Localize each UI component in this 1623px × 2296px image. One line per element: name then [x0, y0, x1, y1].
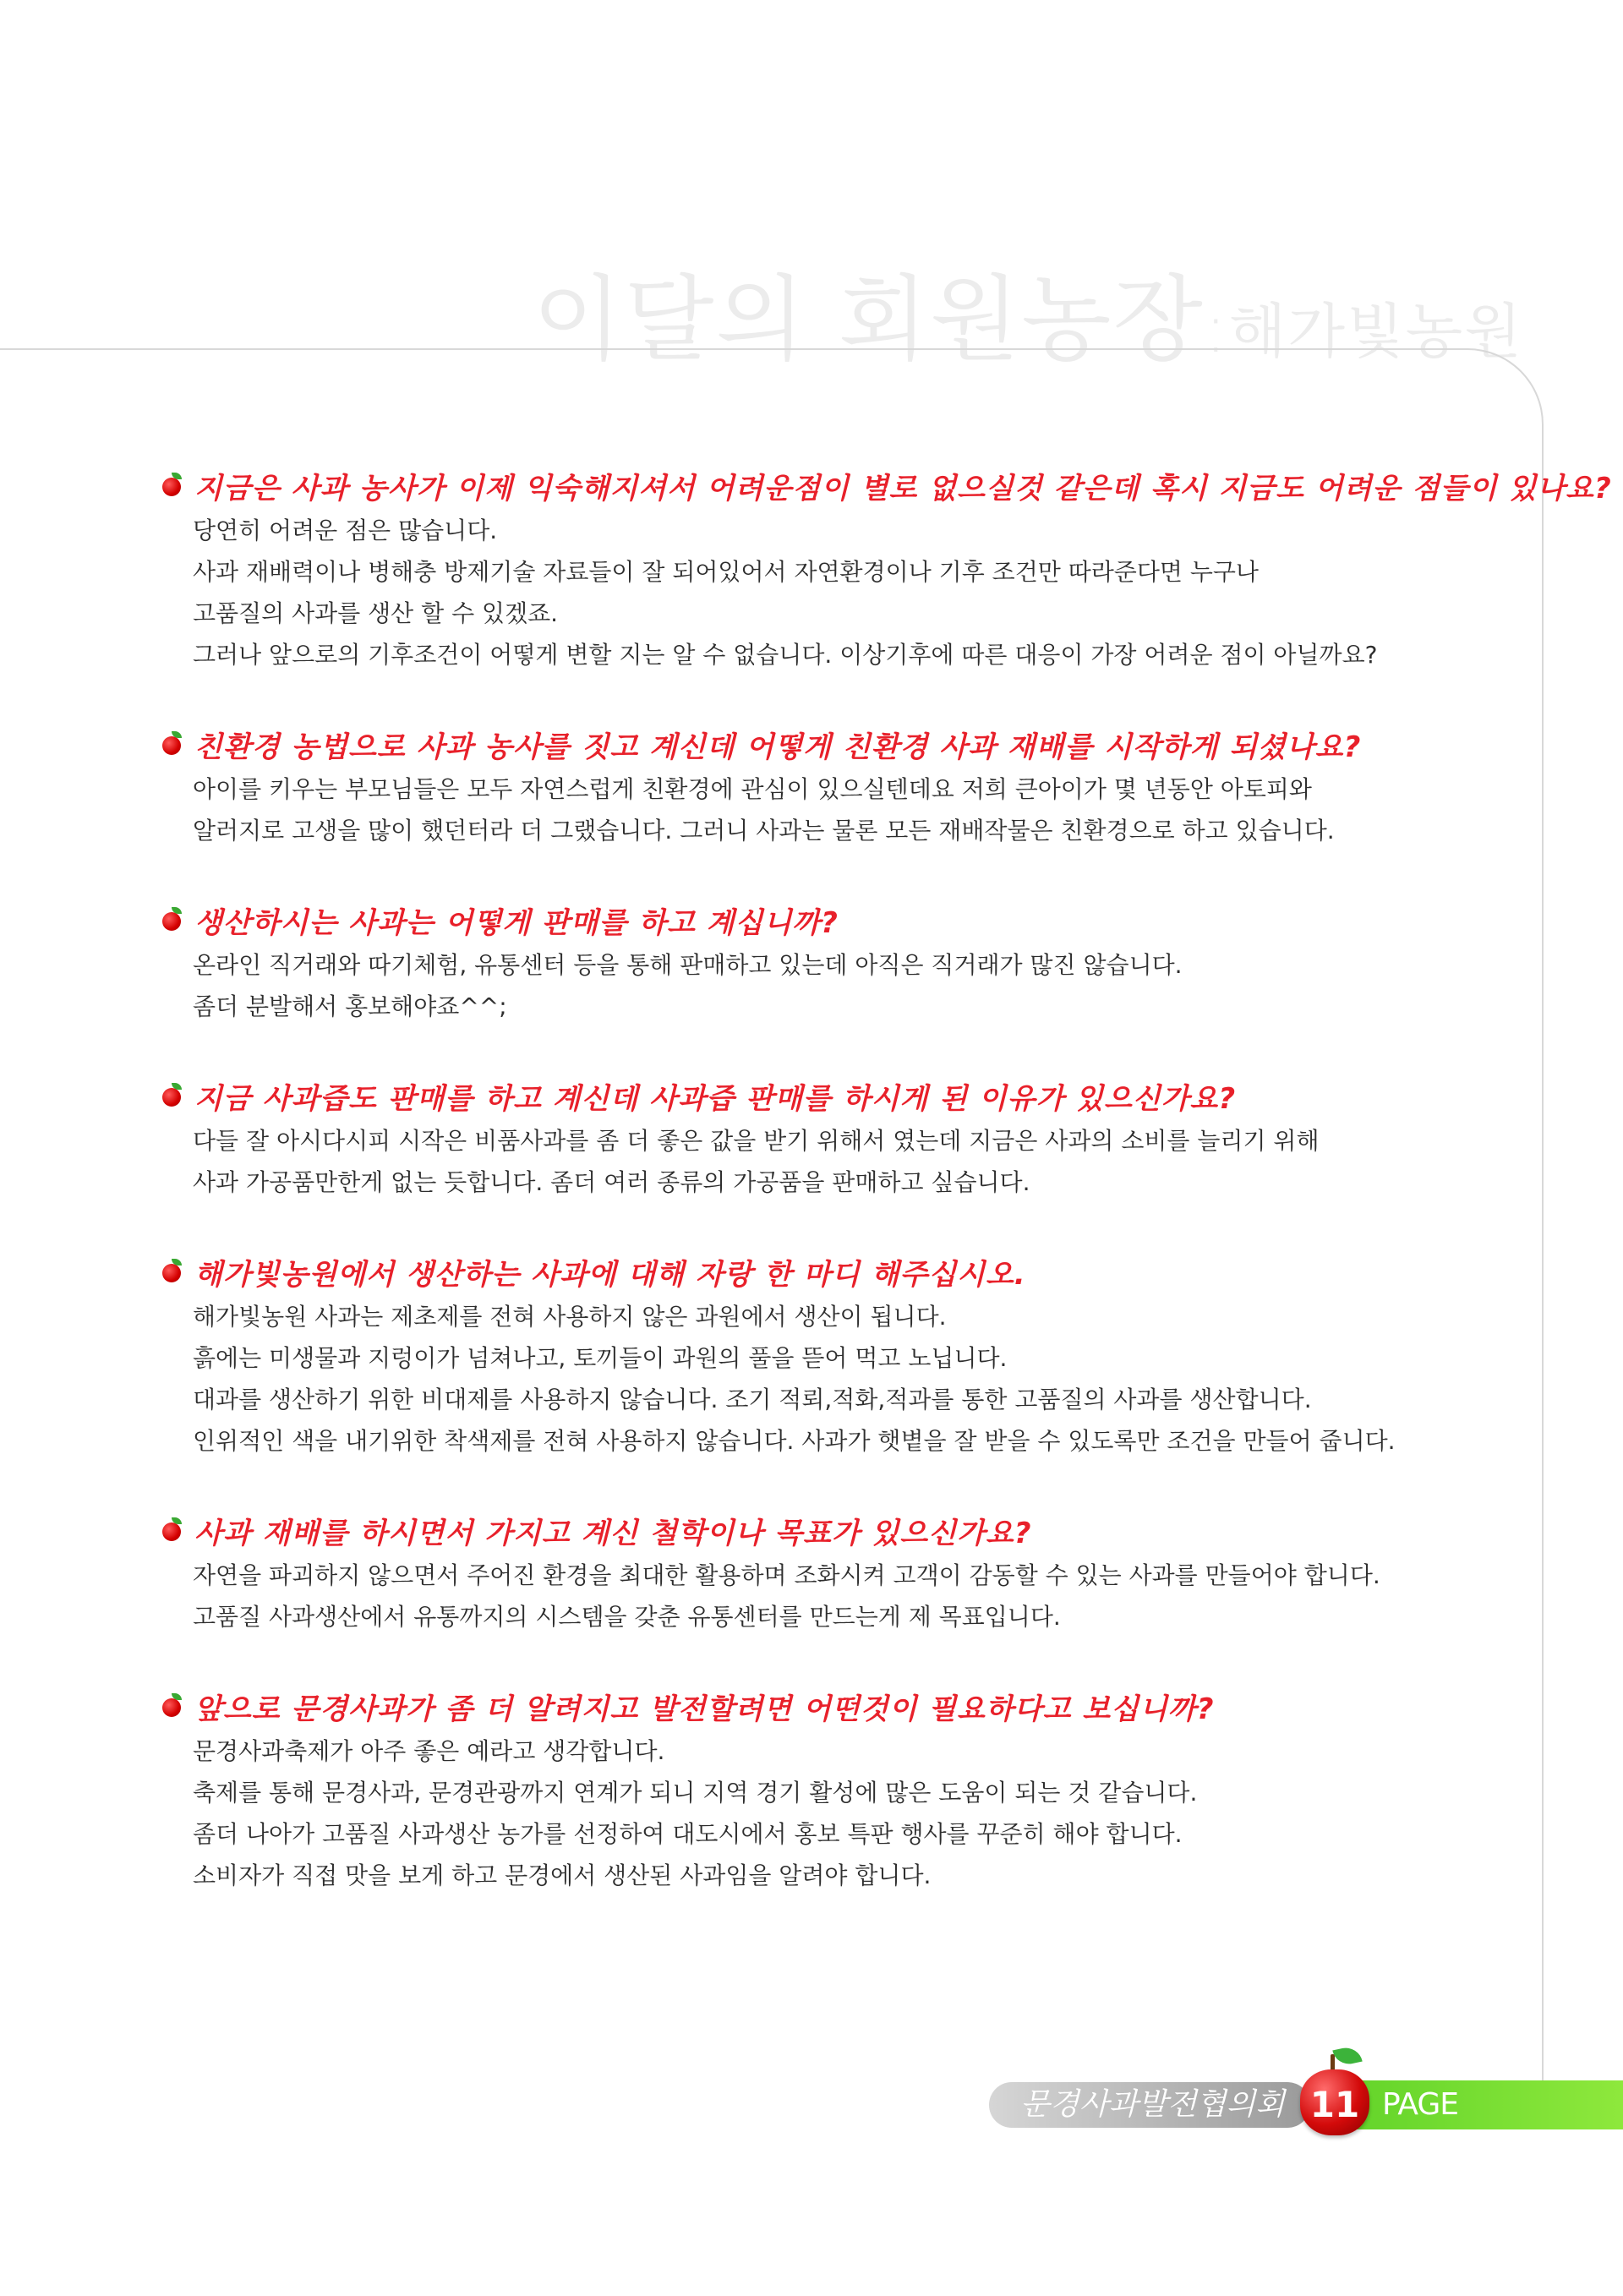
- question-text: 지금은 사과 농사가 이제 익숙해지셔서 어려운점이 별로 없으실것 같은데 혹시 지금도 어려운 점들이 있나요?: [194, 471, 1612, 506]
- answer: [161, 1555, 1513, 1637]
- answer: [161, 768, 1513, 851]
- interview-content: [161, 461, 1612, 1940]
- question: [161, 1681, 1513, 1730]
- answer-line: 고품질의 사과를 생산 할 수 있겠죠.: [193, 599, 559, 627]
- question: [161, 461, 1612, 510]
- apple-bullet-icon: [161, 1083, 186, 1108]
- apple-bullet-icon: [161, 907, 186, 932]
- answer-line: 다들 잘 아시다시피 시작은 비품사과를 좀 더 좋은 값을 받기 위해서 였는데 지금은 사과의 소비를 늘리기 위해: [193, 1127, 1320, 1155]
- apple-bullet-icon: [161, 1259, 186, 1284]
- question: [161, 719, 1513, 768]
- qa-item-6: [161, 1506, 1513, 1637]
- answer-line: 대과를 생산하기 위한 비대제를 사용하지 않습니다. 조기 적뢰,적화,적과를 통한 고품질의 사과를 생산합니다.: [193, 1386, 1312, 1413]
- answer-line: 그러나 앞으로의 기후조건이 어떻게 변할 지는 알 수 없습니다. 이상기후에 따른 대응이 가장 어려운 점이 아닐까요?: [193, 641, 1378, 669]
- answer-line: 알러지로 고생을 많이 했던터라 더 그랬습니다. 그러니 사과는 물론 모든 재배작물은 친환경으로 하고 있습니다.: [193, 817, 1335, 845]
- qa-item-4: [161, 1071, 1513, 1203]
- question: [161, 1071, 1513, 1120]
- question: [161, 895, 1513, 944]
- question-text: 앞으로 문경사과가 좀 더 알려지고 발전할려면 어떤것이 필요하다고 보십니까?: [194, 1692, 1215, 1726]
- page-number: 11: [1309, 2084, 1360, 2125]
- answer: [161, 510, 1513, 675]
- page-title-farm-name: 해가빛농원: [1228, 297, 1523, 366]
- answer-line: 소비자가 직접 맛을 보게 하고 문경에서 생산된 사과임을 알려야 합니다.: [193, 1861, 932, 1889]
- answer-line: 당연히 어려운 점은 많습니다.: [193, 517, 498, 544]
- answer-line: 좀더 분발해서 홍보해야죠^^;: [193, 992, 507, 1020]
- apple-bullet-icon: [161, 1693, 186, 1719]
- answer-line: 해가빛농원 사과는 제초제를 전혀 사용하지 않은 과원에서 생산이 됩니다.: [193, 1303, 947, 1331]
- footer-org-name: 문경사과발전협의회: [1020, 2087, 1285, 2122]
- answer-line: 흙에는 미생물과 지렁이가 넘쳐나고, 토끼들이 과원의 풀을 뜯어 먹고 노닙니다.: [193, 1344, 1008, 1372]
- qa-item-1: [161, 461, 1612, 675]
- answer: [161, 944, 1513, 1027]
- qa-item-5: [161, 1247, 1513, 1462]
- question-text: 생산하시는 사과는 어떻게 판매를 하고 계십니까?: [194, 905, 839, 940]
- qa-item-7: [161, 1681, 1513, 1896]
- answer-line: 온라인 직거래와 따기체험, 유통센터 등을 통해 판매하고 있는데 아직은 직거래가 많진 않습니다.: [193, 951, 1183, 979]
- answer-line: 고품질 사과생산에서 유통까지의 시스템을 갖춘 유통센터를 만드는게 제 목표입니다.: [193, 1603, 1061, 1631]
- answer-line: 인위적인 색을 내기위한 착색제를 전혀 사용하지 않습니다. 사과가 햇볕을 잘 받을 수 있도록만 조건을 만들어 줍니다.: [193, 1427, 1396, 1455]
- question-text: 해가빛농원에서 생산하는 사과에 대해 자랑 한 마디 해주십시오.: [194, 1257, 1026, 1292]
- answer-line: 사과 가공품만한게 없는 듯합니다. 좀더 여러 종류의 가공품을 판매하고 싶습니다.: [193, 1168, 1030, 1196]
- answer-line: 아이를 키우는 부모님들은 모두 자연스럽게 친환경에 관심이 있으실텐데요 저희 큰아이가 몇 년동안 아토피와: [193, 775, 1312, 803]
- question-text: 친환경 농법으로 사과 농사를 짓고 계신데 어떻게 친환경 사과 재배를 시작하게 되셨나요?: [194, 730, 1362, 764]
- apple-bullet-icon: [161, 731, 186, 757]
- question-text: 사과 재배를 하시면서 가지고 계신 철학이나 목표가 있으신가요?: [194, 1516, 1032, 1550]
- question: [161, 1506, 1513, 1555]
- question: [161, 1247, 1513, 1296]
- qa-item-2: [161, 719, 1513, 851]
- answer-line: 문경사과축제가 아주 좋은 예라고 생각합니다.: [193, 1737, 665, 1765]
- answer-line: 자연을 파괴하지 않으면서 주어진 환경을 최대한 활용하며 조화시켜 고객이 감동할 수 있는 사과를 만들어야 합니다.: [193, 1561, 1380, 1589]
- answer-line: 축제를 통해 문경사과, 문경관광까지 연계가 되니 지역 경기 활성에 많은 도움이 되는 것 같습니다.: [193, 1779, 1198, 1807]
- answer-line: 좀더 나아가 고품질 사과생산 농가를 선정하여 대도시에서 홍보 특판 행사를 꾸준히 해야 합니다.: [193, 1820, 1183, 1848]
- apple-bullet-icon: [161, 473, 186, 498]
- answer: [161, 1120, 1513, 1203]
- page-title-main: 이달의 회원농장: [533, 265, 1205, 374]
- question-text: 지금 사과즙도 판매를 하고 계신데 사과즙 판매를 하시게 된 이유가 있으신가요?: [194, 1081, 1237, 1116]
- qa-item-3: [161, 895, 1513, 1027]
- footer-page-label: PAGE: [1382, 2087, 1459, 2122]
- answer-line: 사과 재배력이나 병해충 방제기술 자료들이 잘 되어있어서 자연환경이나 기후 조건만 따라준다면 누구나: [193, 558, 1259, 586]
- answer: [161, 1730, 1513, 1896]
- apple-bullet-icon: [161, 1517, 186, 1543]
- answer: [161, 1296, 1513, 1462]
- page-title-separator: :: [1204, 289, 1229, 368]
